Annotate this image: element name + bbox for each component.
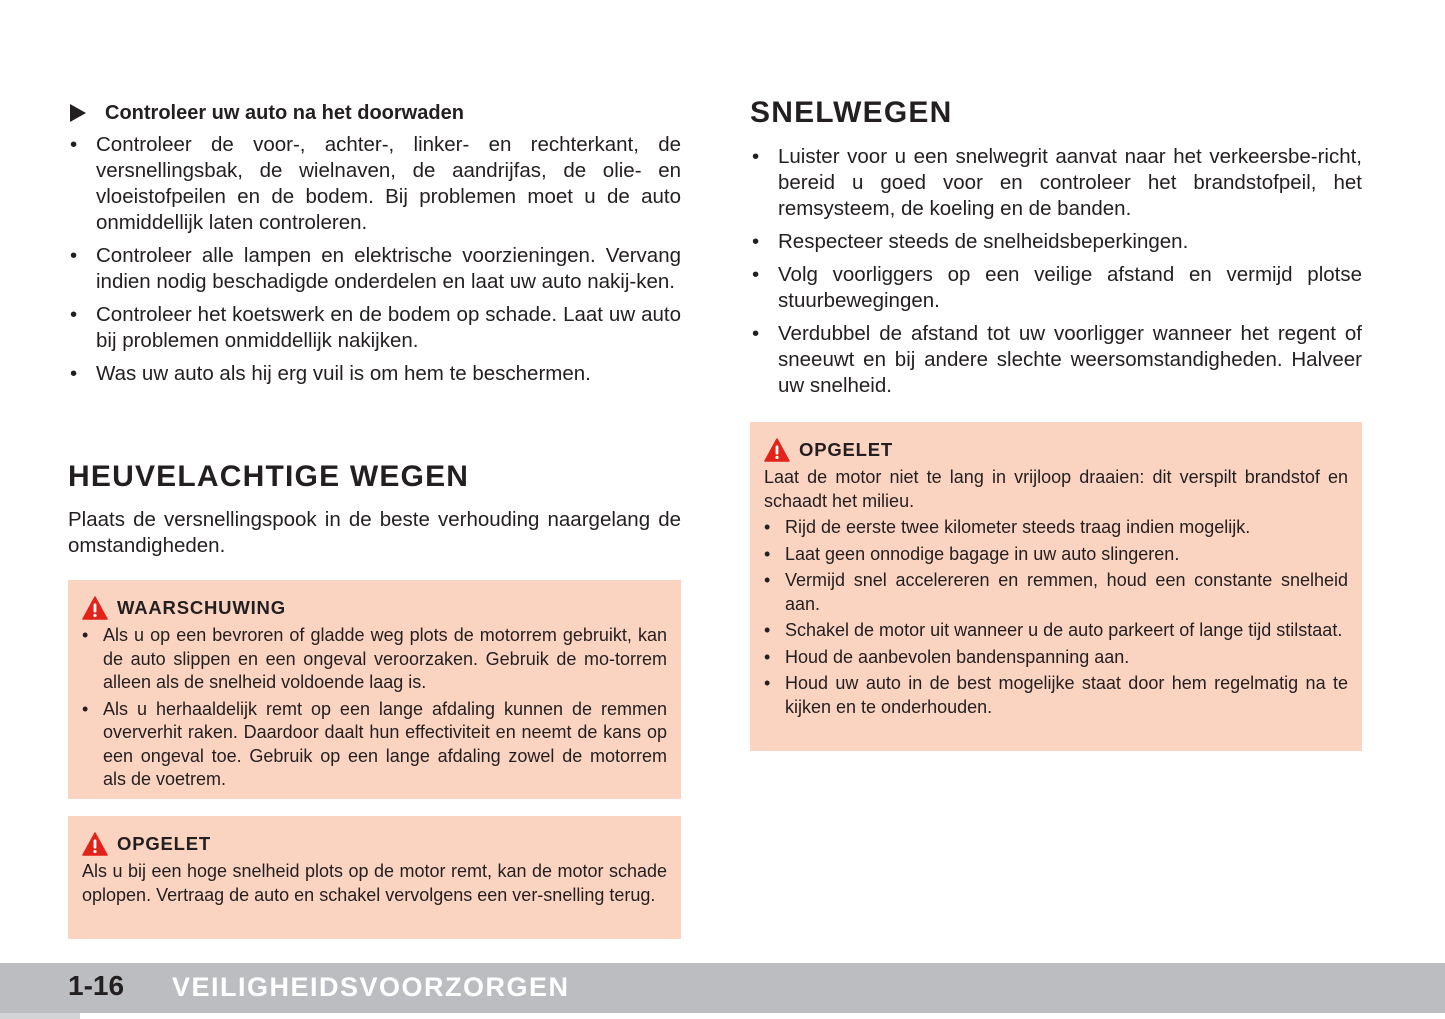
- caution-box-left: [68, 816, 681, 939]
- highways-title: SNELWEGEN: [750, 96, 953, 129]
- wading-check-title: Controleer uw auto na het doorwaden: [105, 101, 464, 124]
- hills-section: [68, 460, 681, 559]
- caution-title: OPGELET: [799, 439, 893, 460]
- left-column: [68, 98, 681, 394]
- caution-intro: Laat de motor niet te lang in vrijloop draaien: dit verspilt brandstof en schaadt het milieu.: [764, 467, 1348, 511]
- warning-list: [82, 624, 667, 792]
- hills-title: HEUVELACHTIGE WEGEN: [68, 460, 470, 493]
- warning-triangle-icon: [82, 832, 108, 856]
- caution-header: [764, 436, 1348, 464]
- caution-header: [82, 830, 667, 858]
- warning-title: WAARSCHUWING: [117, 597, 286, 618]
- wading-check-list: [68, 132, 681, 387]
- list-item: • Controleer de voor-, achter-, linker- en rechterkant, de versnellingsbak, de wielnaven, de aandrijfas, de olie- en vloeistofpeilen en de bodem. Bij problemen moet u de auto onmiddellijk laten controleren.: [68, 132, 681, 236]
- section-title: VEILIGHEIDSVOORZORGEN: [172, 972, 570, 1002]
- list-item: • Als u herhaaldelijk remt op een lange afdaling kunnen de remmen oververhit raken. Daardoor daalt hun effectiviteit en neemt de kans op een ongeval toe. Gebruik op een lange afdaling zowel de motorrem als de voetrem.: [82, 698, 667, 792]
- list-item: • Verdubbel de afstand tot uw voorligger wanneer het regent of sneeuwt en bij andere slechte weersomstandigheden. Halveer uw snelheid.: [750, 321, 1362, 399]
- warning-header: [82, 594, 667, 622]
- list-item: • Controleer alle lampen en elektrische voorzieningen. Vervang indien nodig beschadigde onderdelen en laat uw auto nakij-ken.: [68, 243, 681, 295]
- warning-triangle-icon: [764, 438, 790, 462]
- caution-box-right: [750, 422, 1362, 751]
- list-item: • Volg voorliggers op een veilige afstand en vermijd plotse stuurbewegingen.: [750, 262, 1362, 314]
- list-item: • Laat geen onnodige bagage in uw auto slingeren.: [764, 543, 1348, 567]
- list-item: • Luister voor u een snelwegrit aanvat naar het verkeersbe-richt, bereid u goed voor en controleer het brandstofpeil, het remsysteem, de koeling en de banden.: [750, 144, 1362, 222]
- list-item: • Schakel de motor uit wanneer u de auto parkeert of lange tijd stilstaat.: [764, 619, 1348, 643]
- warning-box: [68, 580, 681, 799]
- list-item: • Vermijd snel accelereren en remmen, houd een constante snelheid aan.: [764, 569, 1348, 616]
- footer-divider: [0, 1013, 80, 1019]
- play-arrow-icon: [70, 104, 86, 122]
- page-footer: [0, 963, 1445, 1013]
- list-item: • Controleer het koetswerk en de bodem op schade. Laat uw auto bij problemen onmiddellijk nakijken.: [68, 302, 681, 354]
- list-item: • Rijd de eerste twee kilometer steeds traag indien mogelijk.: [764, 516, 1348, 540]
- caution-list: [764, 516, 1348, 719]
- warning-triangle-icon: [82, 596, 108, 620]
- list-item: • Houd de aanbevolen bandenspanning aan.: [764, 646, 1348, 670]
- caution-text: Als u bij een hoge snelheid plots op de motor remt, kan de motor schade oplopen. Vertraag de auto en schakel vervolgens een ver-snelling terug.: [82, 861, 667, 905]
- list-item: • Houd uw auto in de best mogelijke staat door hem regelmatig na te kijken en te onderhouden.: [764, 672, 1348, 719]
- list-item: • Als u op een bevroren of gladde weg plots de motorrem gebruikt, kan de auto slippen en een ongeval veroorzaken. Gebruik de mo-torrem alleen als de snelheid voldoende laag is.: [82, 624, 667, 695]
- list-item: • Respecteer steeds de snelheidsbeperkingen.: [750, 229, 1362, 255]
- highways-list: [750, 144, 1362, 399]
- list-item: • Was uw auto als hij erg vuil is om hem te beschermen.: [68, 361, 681, 387]
- caution-title: OPGELET: [117, 833, 211, 854]
- right-column: [750, 96, 1362, 406]
- hills-text: Plaats de versnellingspook in de beste verhouding naargelang de omstandigheden.: [68, 508, 681, 557]
- wading-check-subheading: [68, 98, 681, 128]
- page-number: 1-16: [68, 970, 125, 1001]
